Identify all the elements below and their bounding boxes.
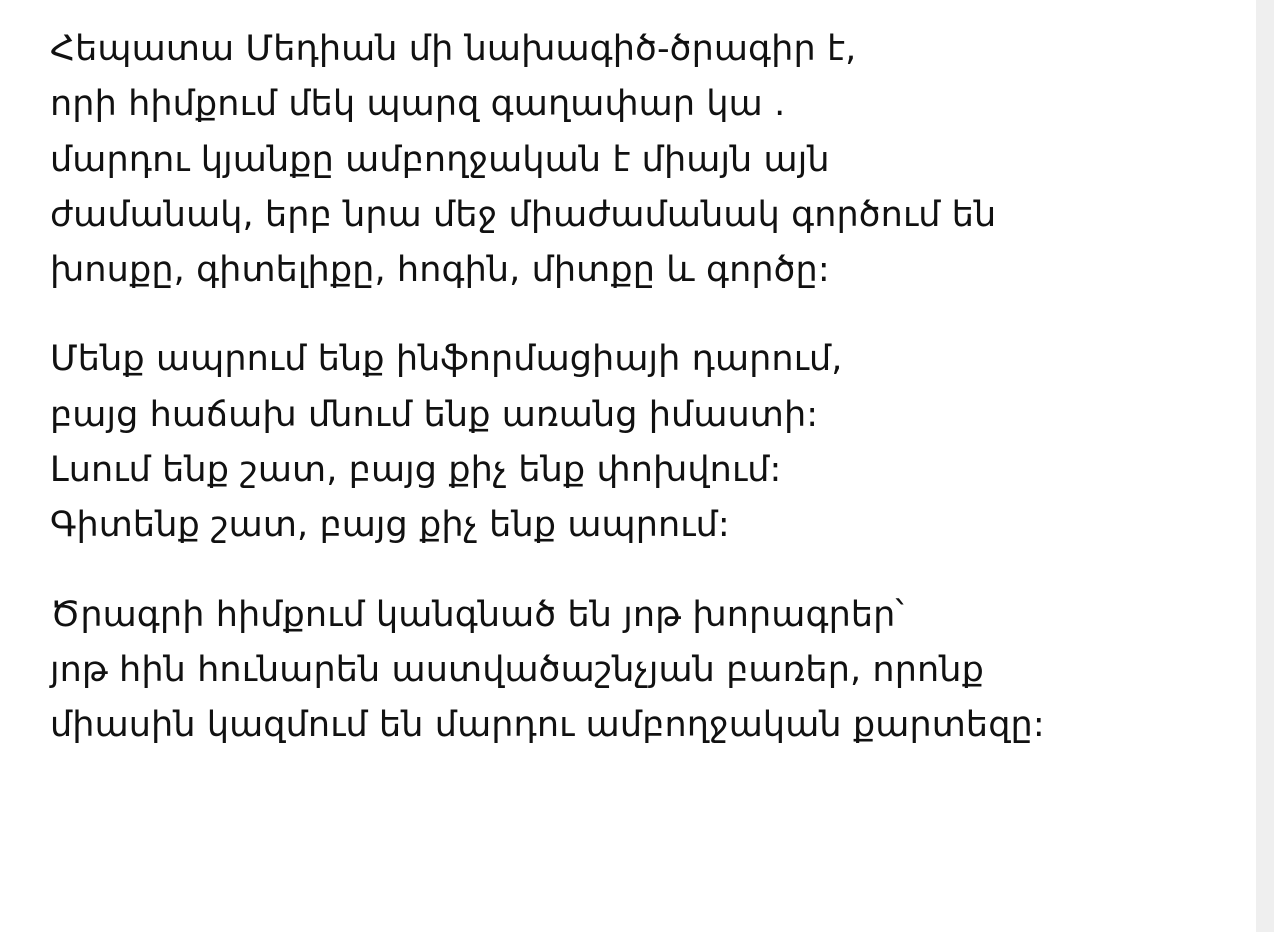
text-line: միասին կազմում են մարդու ամբողջական քարտեզը: xyxy=(50,705,1045,746)
page-edge-strip xyxy=(1256,0,1274,932)
text-line: Լսում ենք շատ, բայց քիչ ենք փոխվում: xyxy=(50,450,782,491)
paragraph-3 xyxy=(50,588,1234,754)
text-line: բայց հաճախ մնում ենք առանց իմաստի: xyxy=(50,394,819,435)
paragraph-2 xyxy=(50,332,1234,553)
paragraph-1 xyxy=(50,22,1234,298)
text-line: որի հիմքում մեկ պարզ գաղափար կա . xyxy=(50,84,786,125)
text-line: Մենք ապրում ենք ինֆորմացիայի դարում, xyxy=(50,339,843,380)
text-line: Ծրագրի հիմքում կանգնած են յոթ խորագրեր՝ xyxy=(50,594,904,635)
text-line: Հեպատա Մեդիան մի նախագիծ-ծրագիր է, xyxy=(50,29,857,69)
document-body xyxy=(50,22,1234,754)
text-line: ժամանակ, երբ նրա մեջ միաժամանակ գործում են xyxy=(50,194,997,235)
text-line: Գիտենք շատ, բայց քիչ ենք ապրում: xyxy=(50,505,730,546)
text-line: խոսքը, գիտելիքը, հոգին, միտքը և գործը: xyxy=(50,250,830,291)
text-line: յոթ հին հունարեն աստվածաշնչյան բառեր, որոնք xyxy=(50,649,984,690)
text-line: մարդու կյանքը ամբողջական է միայն այն xyxy=(50,139,830,180)
